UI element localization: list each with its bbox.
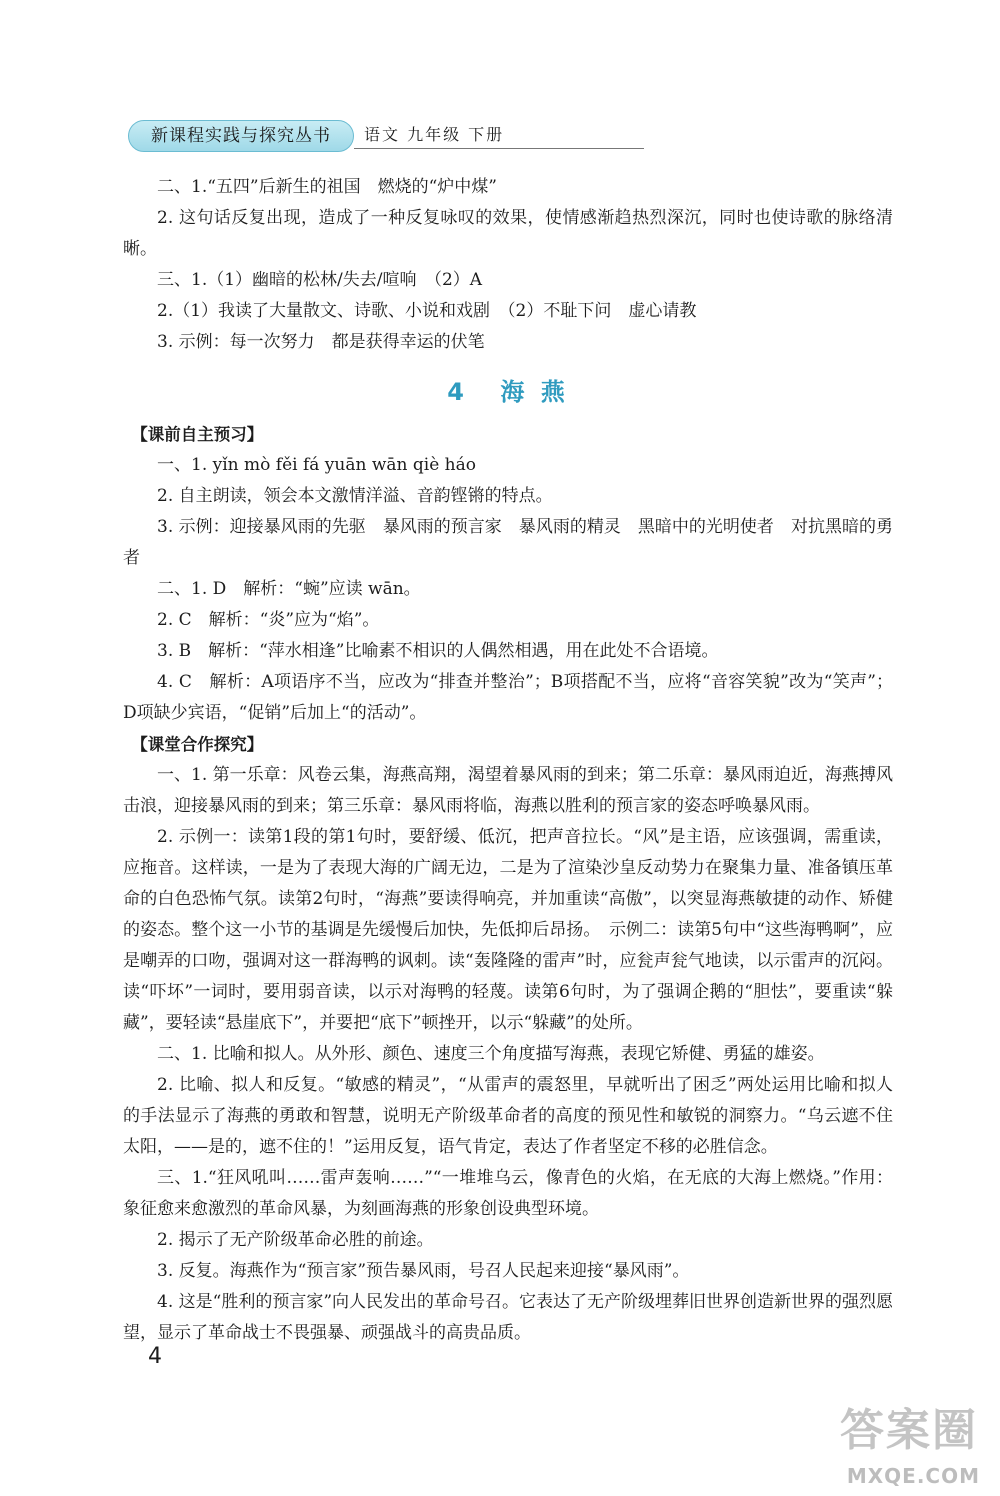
watermark-url: MXQE.COM — [846, 1464, 980, 1488]
subject-grade-label: 语文 九年级 下册 — [364, 125, 505, 144]
answer-line: 3. 反复。海燕作为“预言家”预告暴风雨，号召人民起来迎接“暴风雨”。 — [157, 1261, 690, 1281]
answer-line: 2. C 解析：“炎”应为“焰”。 — [157, 610, 380, 630]
lesson-name: 海 燕 — [500, 378, 569, 406]
answer-line: 3. 示例：迎接暴风雨的先驱 暴风雨的预言家 暴风雨的精灵 黑暗中的光明使者 对抗黑暗的勇者 — [123, 517, 893, 568]
section-heading-cooperation: 【课堂合作探究】 — [131, 735, 264, 754]
running-header — [128, 118, 528, 154]
answer-line: 3. 示例：每一次努力 都是获得幸运的伏笔 — [157, 332, 485, 352]
answer-line: 4. C 解析：A项语序不当，应改为“排查并整治”；B项搭配不当，应将“音容笑貌”改为“笑声”；D项缺少宾语，“促销”后加上“的活动”。 — [123, 672, 893, 723]
series-badge: 新课程实践与探究丛书 — [128, 120, 354, 152]
answer-line: 一、1. yǐn mò fěi fá yuān wān qiè háo — [157, 455, 476, 475]
answer-line: 一、1. 第一乐章：风卷云集，海燕高翔，渴望着暴风雨的到来；第二乐章：暴风雨迫近，海燕搏风击浪，迎接暴风雨的到来；第三乐章：暴风雨将临，海燕以胜利的预言家的姿态呼唤暴风雨。 — [123, 765, 893, 816]
answer-line: 2.（1）我读了大量散文、诗歌、小说和戏剧 （2）不耻下问 虚心请教 — [157, 301, 697, 321]
watermark-logo: 答案圈 — [840, 1405, 978, 1456]
watermark — [812, 1394, 982, 1488]
answer-line: 4. 这是“胜利的预言家”向人民发出的革命号召。它表达了无产阶级埋葬旧世界创造新世界的强烈愿望，显示了革命战士不畏强暴、顽强战斗的高贵品质。 — [123, 1292, 894, 1343]
section-heading-preview: 【课前自主预习】 — [131, 425, 264, 444]
answer-line: 2. 比喻、拟人和反复。“敏感的精灵”，“从雷声的震怒里，早就听出了困乏”两处运用比喻和拟人的手法显示了海燕的勇敢和智慧，说明无产阶级革命者的高度的预见性和敏锐的洞察力。“乌云遮不住太阳，——是的，遮不住的！”运用反复，语气肯定，表达了作者坚定不移的必胜信念。 — [123, 1075, 893, 1157]
answer-line: 二、1.“五四”后新生的祖国 燃烧的“炉中煤” — [157, 177, 497, 197]
lesson-title — [123, 372, 893, 407]
answer-content — [123, 172, 893, 1349]
answer-line: 三、1.“狂风吼叫……雷声轰响……”“一堆堆乌云，像青色的火焰，在无底的大海上燃烧。”作用：象征愈来愈激烈的革命风暴，为刻画海燕的形象创设典型环境。 — [123, 1168, 893, 1219]
answer-line: 2. 示例一：读第1段的第1句时，要舒缓、低沉，把声音拉长。“风”是主语，应该强调，需重读，应拖音。这样读，一是为了表现大海的广阔无边，二是为了渲染沙皇反动势力在聚集力量、准备镇压革命的白色恐怖气氛。读第2句时，“海燕”要读得响亮，并加重读“高傲”，以突显海燕敏捷的动作、矫健的姿态。整个这一小节的基调是先缓慢后加快，先低抑后昂扬。 示例二：读第5句中“这些海鸭啊”，应是嘲弄的口吻，强调对这一群海鸭的讽刺。读“轰隆隆的雷声”时，应瓮声瓮气地读，以示雷声的沉闷。读“吓坏”一词时，要用弱音读，以示对海鸭的轻蔑。读第6句时，为了强调企鹅的“胆怯”，要重读“躲藏”，要轻读“悬崖底下”，并要把“底下”顿挫开，以示“躲藏”的处所。 — [123, 827, 893, 1033]
answer-line: 2. 这句话反复出现，造成了一种反复咏叹的效果，使情感渐趋热烈深沉，同时也使诗歌的脉络清晰。 — [123, 208, 893, 259]
answer-line: 二、1. 比喻和拟人。从外形、颜色、速度三个角度描写海燕，表现它矫健、勇猛的雄姿。 — [157, 1044, 825, 1064]
answer-line: 2. 揭示了无产阶级革命必胜的前途。 — [157, 1230, 434, 1250]
lesson-number: 4 — [447, 378, 468, 406]
answer-line: 2. 自主朗读，领会本文激情洋溢、音韵铿锵的特点。 — [157, 486, 553, 506]
page-number: 4 — [148, 1344, 162, 1369]
answer-line: 3. B 解析：“萍水相逢”比喻素不相识的人偶然相遇，用在此处不合语境。 — [157, 641, 719, 661]
answer-line: 二、1. D 解析：“蜿”应读 wān。 — [157, 579, 421, 599]
header-rule — [354, 148, 644, 149]
answer-line: 三、1.（1）幽暗的松林/失去/喧响 （2）A — [157, 270, 483, 290]
